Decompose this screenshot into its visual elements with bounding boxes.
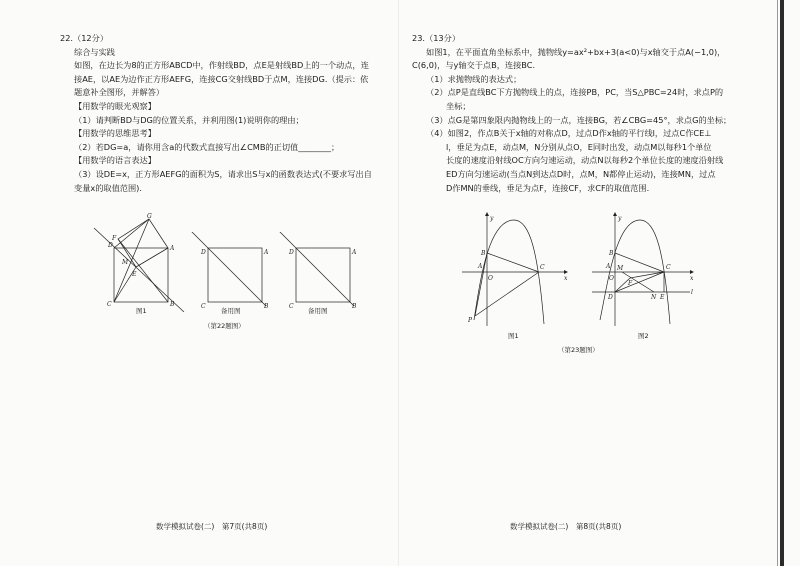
binding-edge	[780, 0, 784, 566]
q23-intro-line1: 如图1，在平面直角坐标系中，抛物线y=ax²+bx+3(a<0)与x轴交于点A(−1,0)，	[426, 46, 726, 57]
q23-part4-line4: ED方向匀速运动(当点N到达点D时，点M，N都停止运动)，连接MN，过点	[446, 168, 716, 179]
q22-spare1-label-B: B	[264, 303, 268, 310]
q22-spare2-label-D: D	[289, 249, 294, 256]
q23-fig2-label-A: A	[606, 263, 611, 270]
question-22	[60, 32, 390, 195]
q22-fig1-label-A: A	[170, 245, 175, 252]
q23-part4-line5: D作MN的垂线，垂足为点F，连接CF，求CF的取值范围.	[446, 182, 650, 193]
q23-intro-line2: C(6,0)，与y轴交于点B，连接BC.	[412, 60, 536, 71]
q22-part3-line1: （3）设DE=x，正方形AEFG的面积为S，请求出S与x的函数表达式(不要求写出自	[74, 168, 372, 179]
q22-spare-figure-1	[188, 232, 268, 312]
q23-part1: （1）求抛物线的表达式；	[426, 73, 522, 84]
q22-fig1-label-G: G	[147, 213, 152, 220]
q22-spare2-caption: 备用图	[308, 307, 328, 315]
q23-fig1-label-P: P	[468, 317, 473, 324]
q23-fig1-label-y: y	[490, 215, 494, 222]
q23-figure-2	[590, 212, 700, 330]
q22-fig1-label-E: E	[132, 271, 137, 278]
q22-section2: 【用数学的思维思考】	[74, 128, 156, 139]
q22-spare-figure-2	[276, 232, 362, 312]
q23-fig2-label-N: N	[651, 294, 657, 301]
q22-section1: 【用数学的眼光观察】	[74, 100, 156, 111]
q22-spare1-label-D: D	[201, 249, 206, 256]
q22-fig1-caption: 图1	[136, 307, 147, 315]
q22-section3: 【用数学的语言表达】	[74, 155, 156, 166]
q23-fig2-caption: 图2	[638, 332, 649, 340]
q22-spare1-label-A: A	[264, 249, 268, 256]
q23-fig2-label-y: y	[618, 215, 622, 222]
q22-fig1-label-C: C	[107, 301, 112, 308]
q23-fig2-label-F: F	[628, 280, 633, 287]
q22-fig1-label-D: D	[108, 242, 113, 249]
q22-fig1-label-B: B	[170, 301, 175, 308]
q23-fig1-label-x: x	[564, 275, 568, 282]
q23-part4-line3: 长度的速度沿射线OC方向匀速运动，动点N以每秒2个单位长度的速度沿射线	[446, 155, 724, 166]
q23-fig2-label-C: C	[666, 264, 671, 271]
q23-fig2-label-O: O	[609, 275, 614, 282]
q23-fig1-caption: 图1	[508, 332, 519, 340]
page7-footer: 数学模拟试卷(二) 第7页(共8页)	[156, 522, 268, 531]
q22-part3-line2: 变量x的取值范围).	[74, 182, 142, 193]
q23-part2-line2: 坐标；	[446, 100, 471, 111]
q23-part3: （3）点G是第四象限内抛物线上的一点，连接BG，若∠CBG=45°，求点G的坐标；	[426, 114, 732, 125]
page8-footer: 数学模拟试卷(二) 第8页(共8页)	[510, 522, 622, 531]
q22-intro-line2: 接AE，以AE为边作正方形AEFG，连接CG交射线BD于点M，连接DG.（提示：依	[74, 73, 369, 84]
binding-edge-line	[777, 0, 778, 566]
q22-spare1-caption: 备用图	[221, 307, 241, 315]
q23-part4-line2: l，垂足为点E，动点M，N分别从点O，E同时出发，动点M以每秒1个单位	[446, 141, 712, 152]
q23-fig2-label-x: x	[690, 275, 694, 282]
q23-fig2-label-l: l	[691, 289, 693, 296]
question-23	[412, 32, 760, 195]
q23-fig1-label-O: O	[488, 275, 493, 282]
q22-fig1-label-M: M	[122, 259, 129, 266]
q23-part4-line1: （4）如图2，作点B关于x轴的对称点D，过点D作x轴的平行线l，过点C作CE⊥	[426, 128, 712, 139]
q23-figure-caption: （第23题图）	[558, 346, 599, 354]
q23-fig1-label-A: A	[478, 263, 483, 270]
q22-header: 22.（12分）	[60, 33, 109, 43]
q22-part2: （2）若DG=a，请你用含a的代数式直接写出∠CMB的正切值________；	[74, 141, 340, 152]
q22-part1: （1）请判断BD与DG的位置关系，并利用图(1)说明你的理由；	[74, 114, 304, 125]
q22-spare2-label-C: C	[289, 303, 294, 310]
q23-fig1-label-C: C	[540, 264, 545, 271]
q22-spare2-label-A: A	[352, 249, 357, 256]
q22-fig1-label-F: F	[112, 235, 117, 242]
q23-header: 23.（13分）	[412, 33, 461, 43]
q22-spare1-label-C: C	[201, 303, 206, 310]
q23-fig1-label-B: B	[481, 250, 486, 257]
q23-fig2-label-B: B	[609, 250, 614, 257]
q22-spare2-label-B: B	[352, 303, 357, 310]
q23-fig2-label-E: E	[660, 294, 665, 301]
q22-intro-line1: 如图，在边长为8的正方形ABCD中，作射线BD，点E是射线BD上的一个动点，连	[74, 60, 369, 71]
q23-part2-line1: （2）点P是直线BC下方抛物线上的点，连接PB，PC，当S△PBC=24时，求点P的	[426, 87, 724, 98]
q23-fig2-label-M: M	[617, 265, 624, 272]
q22-figure-caption: （第22题图）	[204, 322, 245, 330]
q22-title: 综合与实践	[74, 46, 115, 57]
q22-figure-1	[92, 212, 192, 312]
q23-figure-1	[460, 212, 570, 330]
q22-intro-line3: 题意补全图形，并解答）	[74, 87, 165, 98]
page-divider	[398, 0, 399, 566]
q23-fig2-label-D: D	[608, 294, 613, 301]
